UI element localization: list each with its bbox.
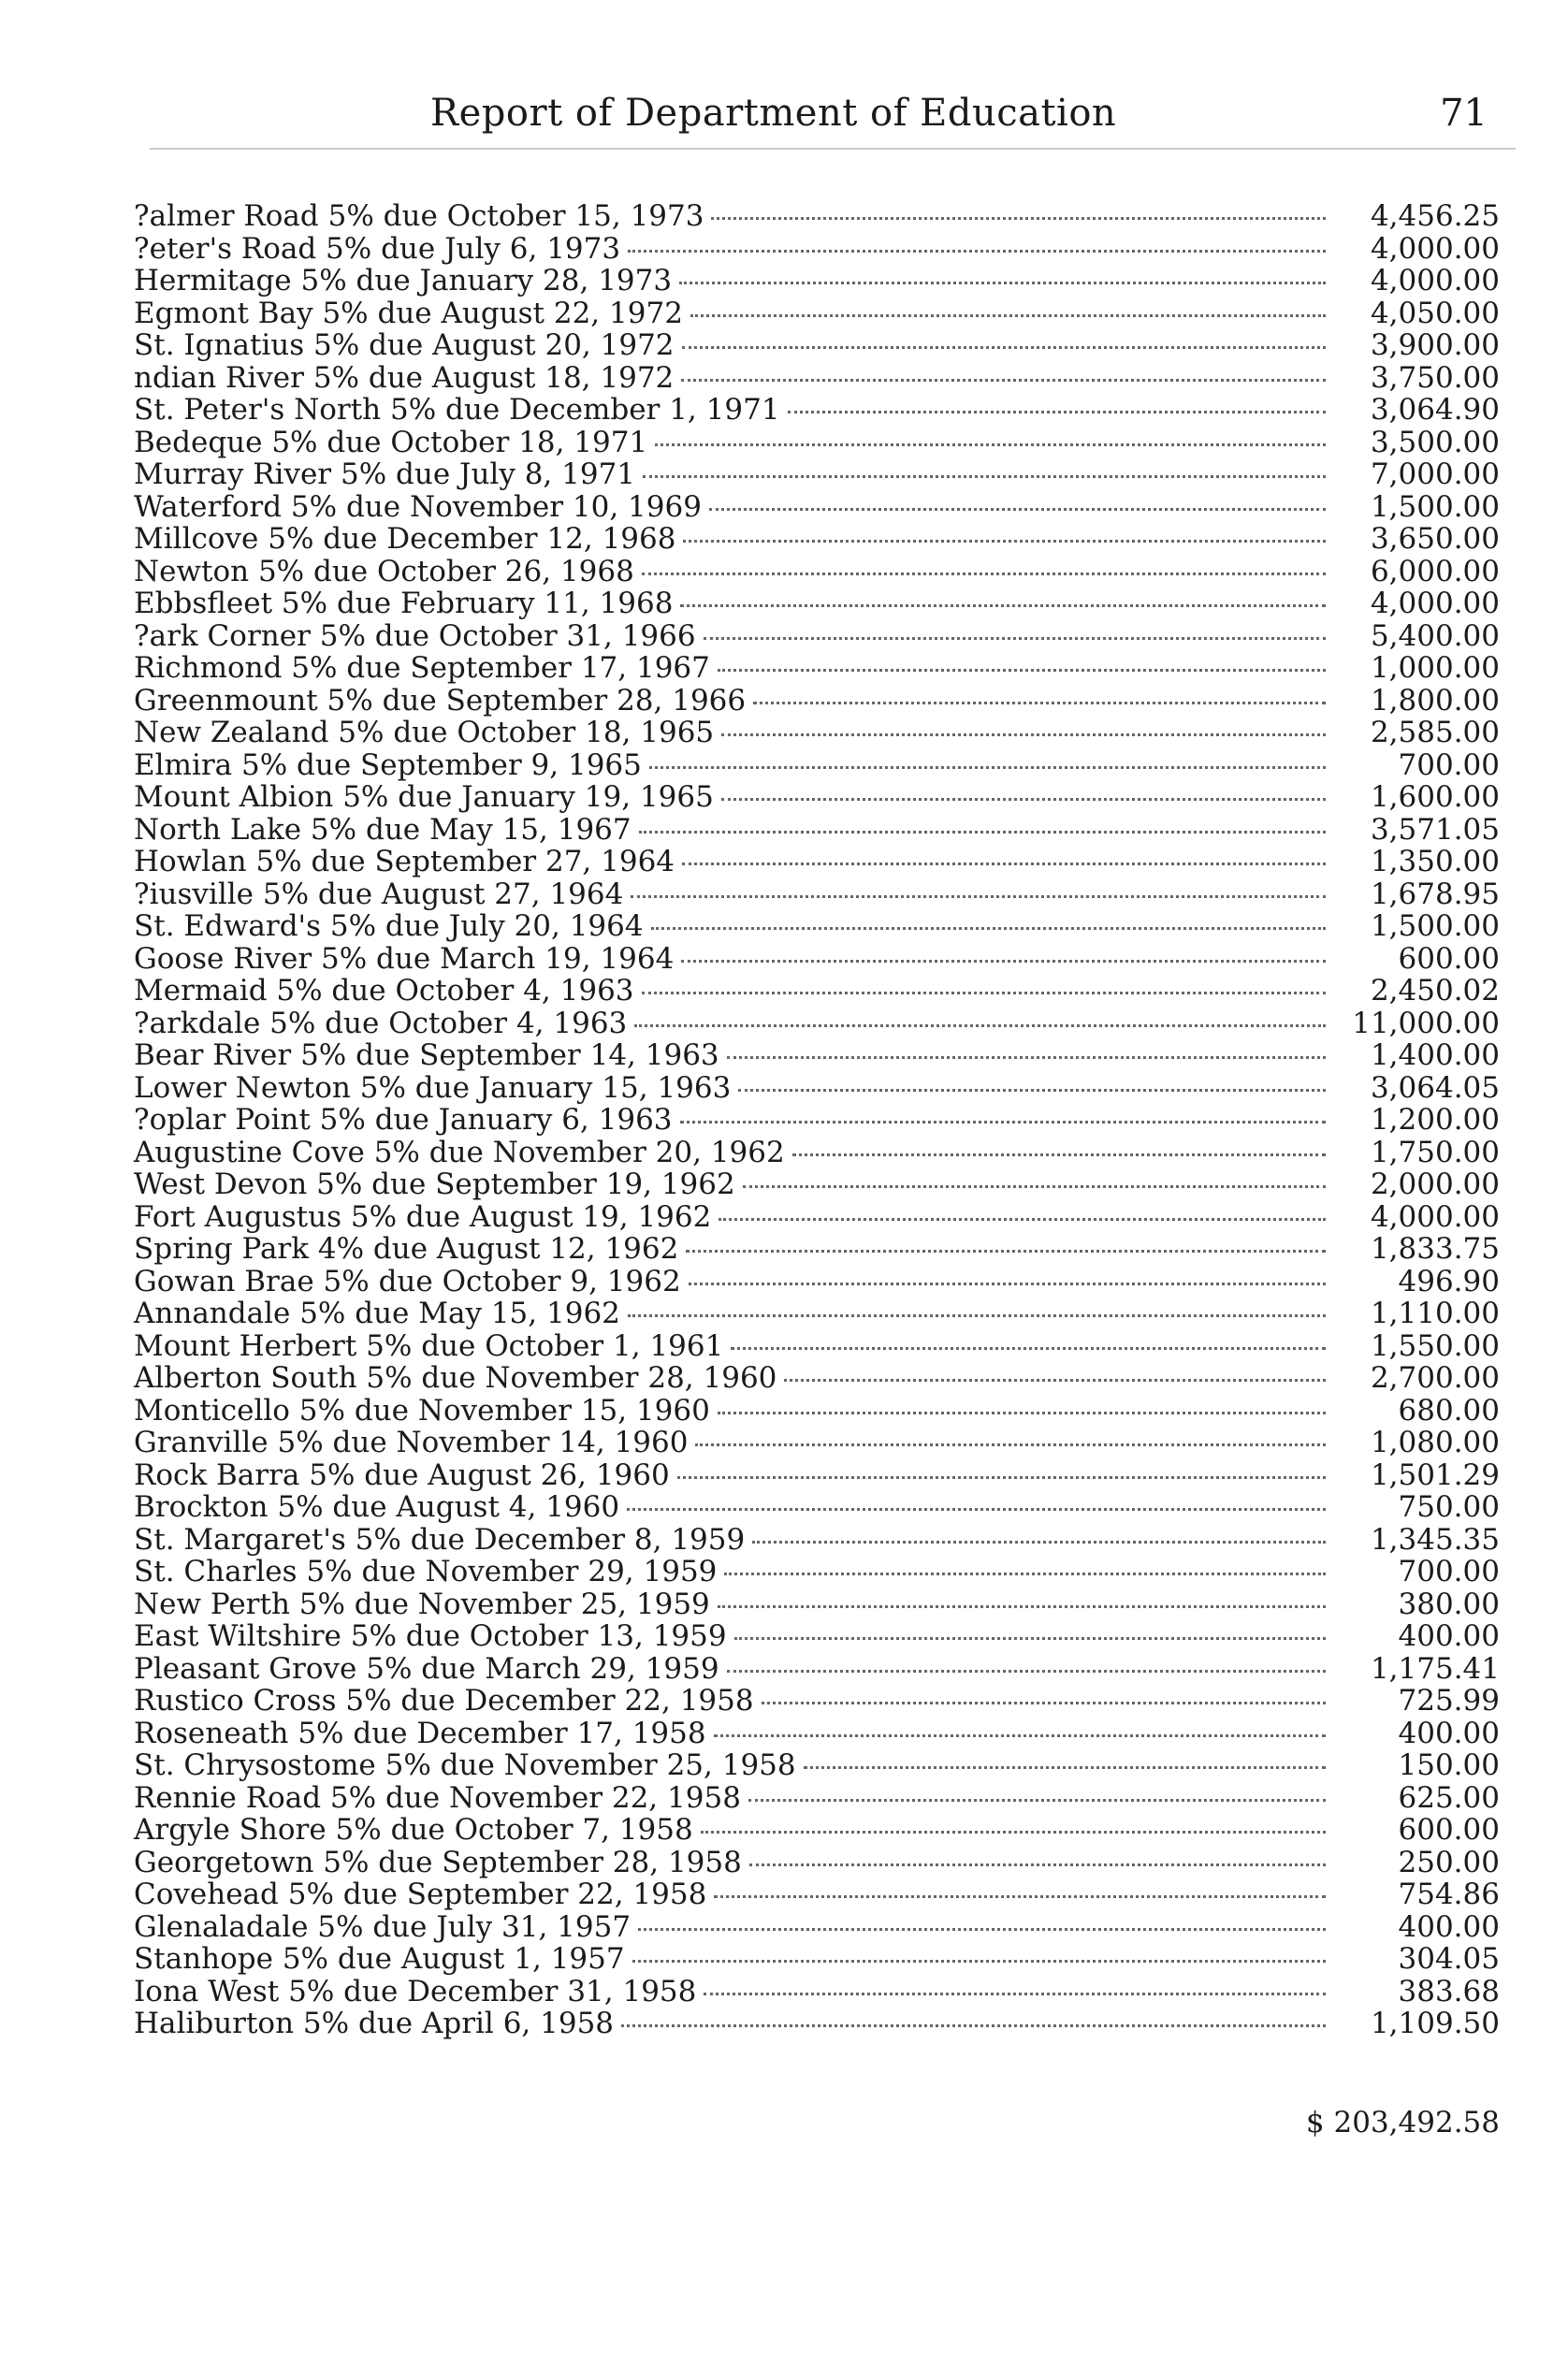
- entry-amount: 700.00: [1398, 747, 1500, 782]
- dot-leader: [680, 1121, 1326, 1124]
- ledger-row: [134, 1524, 1500, 1557]
- entry-amount: 1,110.00: [1370, 1297, 1500, 1330]
- ledger-row: [134, 2008, 1500, 2040]
- dot-leader: [628, 1314, 1326, 1317]
- entry-amount: 400.00: [1398, 1716, 1500, 1750]
- entry-amount: 625.00: [1398, 1780, 1500, 1815]
- dot-leader: [642, 992, 1326, 994]
- entry-description: Roseneath 5% due December 17, 1958: [134, 1716, 706, 1750]
- ledger-row: [134, 1718, 1500, 1750]
- dot-leader: [677, 1476, 1326, 1479]
- running-title: Report of Department of Education: [430, 92, 1117, 135]
- ledger-row: [134, 1878, 1500, 1911]
- ledger-row: [134, 1588, 1500, 1621]
- entry-amount: 754.86: [1398, 1878, 1500, 1911]
- ledger-row: [134, 1072, 1500, 1105]
- ledger-row: [134, 975, 1500, 1008]
- ledger-row: [134, 1847, 1500, 1879]
- entry-description: Augustine Cove 5% due November 20, 1962: [134, 1135, 785, 1169]
- entry-description: ?arkdale 5% due October 4, 1963: [134, 1006, 628, 1040]
- ledger-row: [134, 620, 1500, 653]
- entry-amount: 1,800.00: [1370, 683, 1500, 718]
- entry-amount: 400.00: [1398, 1909, 1500, 1944]
- dot-leader: [721, 733, 1326, 736]
- dot-leader: [695, 1443, 1326, 1446]
- dot-leader: [714, 1895, 1326, 1898]
- ledger-row: [134, 427, 1500, 459]
- entry-amount: 1,345.35: [1370, 1522, 1500, 1557]
- entry-description: Rock Barra 5% due August 26, 1960: [134, 1457, 670, 1492]
- entry-amount: 680.00: [1398, 1393, 1500, 1428]
- entry-description: St. Charles 5% due November 29, 1959: [134, 1555, 718, 1588]
- dot-leader: [680, 604, 1326, 607]
- entry-description: Goose River 5% due March 19, 1964: [134, 941, 675, 976]
- dot-leader: [738, 1089, 1326, 1092]
- entry-description: St. Peter's North 5% due December 1, 1971: [134, 393, 780, 427]
- dot-leader: [686, 1250, 1326, 1253]
- page-number: 71: [1440, 92, 1488, 135]
- entry-amount: 600.00: [1398, 941, 1500, 976]
- ledger-row: [134, 814, 1500, 847]
- ledger-row: [134, 685, 1500, 718]
- dot-leader: [638, 1928, 1326, 1931]
- ledger-row: [134, 1749, 1500, 1782]
- ledger-row: [134, 1911, 1500, 1944]
- dot-leader: [649, 766, 1326, 769]
- ledger-row: [134, 1330, 1500, 1363]
- entry-amount: 3,650.00: [1370, 522, 1500, 556]
- ledger-row: [134, 1427, 1500, 1459]
- debenture-ledger: [134, 200, 1500, 2040]
- dot-leader: [704, 1993, 1326, 1995]
- entry-amount: 1,400.00: [1370, 1038, 1500, 1072]
- ledger-row: [134, 1556, 1500, 1588]
- dot-leader: [689, 1283, 1326, 1285]
- dot-leader: [683, 540, 1326, 543]
- ledger-row: [134, 1233, 1500, 1266]
- entry-amount: 380.00: [1398, 1587, 1500, 1621]
- entry-amount: 5,400.00: [1370, 618, 1500, 653]
- entry-amount: 1,600.00: [1370, 780, 1500, 814]
- entry-amount: 304.05: [1398, 1942, 1500, 1976]
- ledger-row: [134, 1976, 1500, 2008]
- entry-amount: 3,500.00: [1370, 425, 1500, 459]
- entry-description: Rustico Cross 5% due December 22, 1958: [134, 1684, 754, 1718]
- dot-leader: [679, 282, 1326, 284]
- entry-description: Mount Albion 5% due January 19, 1965: [134, 780, 714, 814]
- entry-amount: 1,200.00: [1370, 1103, 1500, 1137]
- dot-leader: [718, 1412, 1326, 1414]
- ledger-row: [134, 1266, 1500, 1298]
- entry-description: Millcove 5% due December 12, 1968: [134, 522, 676, 556]
- ledger-row: [134, 1395, 1500, 1428]
- dot-leader: [627, 1508, 1326, 1511]
- entry-amount: 1,175.41: [1370, 1651, 1500, 1686]
- entry-amount: 3,064.05: [1370, 1070, 1500, 1105]
- dot-leader: [784, 1379, 1326, 1382]
- entry-amount: 4,000.00: [1370, 231, 1500, 266]
- ledger-row: [134, 587, 1500, 620]
- dot-leader: [681, 379, 1326, 382]
- ledger-row: [134, 1459, 1500, 1492]
- entry-description: Hermitage 5% due January 28, 1973: [134, 264, 673, 297]
- entry-description: Waterford 5% due November 10, 1969: [134, 489, 702, 524]
- entry-amount: 725.99: [1398, 1684, 1500, 1718]
- ledger-row: [134, 1653, 1500, 1686]
- entry-description: ndian River 5% due August 18, 1972: [134, 360, 675, 395]
- ledger-row: [134, 1814, 1500, 1847]
- dot-leader: [804, 1766, 1326, 1769]
- ledger-row: [134, 1362, 1500, 1395]
- entry-amount: 1,500.00: [1370, 489, 1500, 524]
- entry-description: ?iusville 5% due August 27, 1964: [134, 877, 624, 911]
- entry-description: Mermaid 5% due October 4, 1963: [134, 974, 634, 1008]
- entry-amount: 1,750.00: [1370, 1135, 1500, 1169]
- entry-description: St. Margaret's 5% due December 8, 1959: [134, 1522, 746, 1557]
- ledger-row: [134, 458, 1500, 491]
- ledger-row: [134, 910, 1500, 943]
- ledger-row: [134, 556, 1500, 588]
- entry-description: Mount Herbert 5% due October 1, 1961: [134, 1328, 724, 1363]
- entry-amount: 3,900.00: [1370, 328, 1500, 362]
- dot-leader: [727, 1056, 1326, 1059]
- ledger-row: [134, 1039, 1500, 1072]
- entry-amount: 4,000.00: [1370, 587, 1500, 620]
- ledger-row: [134, 233, 1500, 266]
- ledger-row: [134, 846, 1500, 878]
- dot-leader: [718, 669, 1326, 672]
- entry-amount: 6,000.00: [1370, 554, 1500, 588]
- entry-description: Gowan Brae 5% due October 9, 1962: [134, 1264, 681, 1298]
- entry-amount: 4,456.25: [1370, 199, 1500, 233]
- dot-leader: [748, 1799, 1326, 1802]
- entry-amount: 2,000.00: [1370, 1167, 1500, 1201]
- entry-amount: 3,750.00: [1370, 360, 1500, 395]
- dot-leader: [621, 2024, 1326, 2027]
- entry-amount: 1,678.95: [1370, 877, 1500, 911]
- page-header: [150, 92, 1516, 150]
- entry-amount: 1,109.50: [1370, 2007, 1500, 2040]
- ledger-row: [134, 1008, 1500, 1040]
- entry-description: Richmond 5% due September 17, 1967: [134, 651, 710, 685]
- dot-leader: [711, 217, 1326, 220]
- ledger-row: [134, 717, 1500, 749]
- ledger-row: [134, 523, 1500, 556]
- ledger-row: [134, 1104, 1500, 1137]
- entry-description: ?oplar Point 5% due January 6, 1963: [134, 1103, 673, 1137]
- ledger-row: [134, 1943, 1500, 1976]
- entry-description: North Lake 5% due May 15, 1967: [134, 812, 632, 847]
- entry-description: ?ark Corner 5% due October 31, 1966: [134, 618, 696, 653]
- ledger-row: [134, 1491, 1500, 1524]
- entry-description: ?almer Road 5% due October 15, 1973: [134, 199, 704, 233]
- ledger-row: [134, 1782, 1500, 1815]
- dot-leader: [788, 411, 1326, 413]
- dot-leader: [753, 702, 1326, 704]
- ledger-row: [134, 265, 1500, 297]
- entry-description: Granville 5% due November 14, 1960: [134, 1426, 689, 1459]
- entry-description: Haliburton 5% due April 6, 1958: [134, 2007, 615, 2040]
- dot-leader: [632, 1960, 1326, 1963]
- dot-leader: [655, 443, 1326, 446]
- ledger-row: [134, 362, 1500, 395]
- dot-leader: [639, 831, 1326, 834]
- ledger-row: [134, 394, 1500, 427]
- dot-leader: [642, 573, 1326, 575]
- entry-amount: 2,700.00: [1370, 1361, 1500, 1395]
- entry-description: Bear River 5% due September 14, 1963: [134, 1038, 719, 1072]
- entry-amount: 1,500.00: [1370, 909, 1500, 943]
- ledger-row: [134, 1201, 1500, 1234]
- ledger-row: [134, 491, 1500, 524]
- dot-leader: [709, 508, 1326, 511]
- entry-description: Brockton 5% due August 4, 1960: [134, 1490, 620, 1524]
- dot-leader: [727, 1670, 1326, 1673]
- entry-description: Murray River 5% due July 8, 1971: [134, 457, 636, 491]
- dot-leader: [792, 1153, 1326, 1156]
- dot-leader: [631, 895, 1326, 898]
- entry-amount: 1,350.00: [1370, 845, 1500, 878]
- entry-description: Spring Park 4% due August 12, 1962: [134, 1232, 679, 1266]
- entry-amount: 1,833.75: [1370, 1232, 1500, 1266]
- entry-description: Monticello 5% due November 15, 1960: [134, 1393, 710, 1428]
- entry-amount: 750.00: [1398, 1490, 1500, 1524]
- ledger-row: [134, 749, 1500, 782]
- dot-leader: [752, 1541, 1326, 1544]
- entry-description: Rennie Road 5% due November 22, 1958: [134, 1780, 741, 1815]
- entry-amount: 11,000.00: [1352, 1006, 1500, 1040]
- entry-description: New Zealand 5% due October 18, 1965: [134, 716, 715, 749]
- dot-leader: [634, 1024, 1326, 1027]
- entry-description: Lower Newton 5% due January 15, 1963: [134, 1070, 732, 1105]
- ledger-row: [134, 297, 1500, 330]
- dot-leader: [681, 960, 1326, 963]
- dot-leader: [628, 250, 1326, 253]
- entry-description: Stanhope 5% due August 1, 1957: [134, 1942, 625, 1976]
- entry-amount: 7,000.00: [1370, 457, 1500, 491]
- entry-description: Bedeque 5% due October 18, 1971: [134, 425, 648, 459]
- ledger-row: [134, 1168, 1500, 1201]
- entry-description: New Perth 5% due November 25, 1959: [134, 1587, 710, 1621]
- entry-description: Greenmount 5% due September 28, 1966: [134, 683, 747, 718]
- ledger-row: [134, 329, 1500, 362]
- dot-leader: [749, 1863, 1326, 1866]
- dot-leader: [651, 927, 1326, 930]
- entry-amount: 1,550.00: [1370, 1328, 1500, 1363]
- entry-description: Pleasant Grove 5% due March 29, 1959: [134, 1651, 719, 1686]
- dot-leader: [718, 1605, 1326, 1608]
- dot-leader: [701, 1831, 1326, 1834]
- entry-amount: 600.00: [1398, 1813, 1500, 1847]
- entry-amount: 496.90: [1398, 1264, 1500, 1298]
- entry-amount: 3,571.05: [1370, 812, 1500, 847]
- dot-leader: [719, 1218, 1326, 1221]
- dot-leader: [762, 1702, 1326, 1704]
- entry-description: Ebbsfleet 5% due February 11, 1968: [134, 587, 674, 620]
- entry-description: East Wiltshire 5% due October 13, 1959: [134, 1619, 727, 1653]
- entry-description: St. Ignatius 5% due August 20, 1972: [134, 328, 675, 362]
- entry-amount: 2,450.02: [1370, 974, 1500, 1008]
- entry-description: Argyle Shore 5% due October 7, 1958: [134, 1813, 693, 1847]
- entry-amount: 1,080.00: [1370, 1426, 1500, 1459]
- entry-amount: 700.00: [1398, 1555, 1500, 1588]
- entry-amount: 4,000.00: [1370, 264, 1500, 297]
- ledger-row: [134, 1620, 1500, 1653]
- entry-description: Annandale 5% due May 15, 1962: [134, 1297, 620, 1330]
- entry-description: Alberton South 5% due November 28, 1960: [134, 1361, 777, 1395]
- entry-description: ?eter's Road 5% due July 6, 1973: [134, 231, 621, 266]
- ledger-row: [134, 781, 1500, 814]
- ledger-row: [134, 1137, 1500, 1169]
- dot-leader: [724, 1573, 1326, 1575]
- dot-leader: [721, 798, 1326, 801]
- dot-leader: [714, 1734, 1326, 1737]
- dot-leader: [682, 863, 1326, 865]
- dot-leader: [731, 1347, 1326, 1350]
- entry-description: Covehead 5% due September 22, 1958: [134, 1878, 707, 1911]
- entry-amount: 2,585.00: [1370, 716, 1500, 749]
- ledger-total: $ 203,492.58: [1305, 2105, 1500, 2139]
- entry-amount: 3,064.90: [1370, 393, 1500, 427]
- entry-description: Newton 5% due October 26, 1968: [134, 554, 634, 588]
- entry-description: Fort Augustus 5% due August 19, 1962: [134, 1199, 712, 1234]
- entry-description: Georgetown 5% due September 28, 1958: [134, 1845, 742, 1879]
- entry-amount: 4,000.00: [1370, 1199, 1500, 1234]
- entry-amount: 250.00: [1398, 1845, 1500, 1879]
- entry-description: Egmont Bay 5% due August 22, 1972: [134, 296, 683, 330]
- entry-description: Glenaladale 5% due July 31, 1957: [134, 1909, 632, 1944]
- dot-leader: [734, 1637, 1326, 1640]
- ledger-row: [134, 1685, 1500, 1718]
- ledger-row: [134, 878, 1500, 911]
- dot-leader: [704, 637, 1326, 640]
- dot-leader: [682, 346, 1326, 349]
- dot-leader: [743, 1185, 1326, 1188]
- entry-description: St. Chrysostome 5% due November 25, 1958: [134, 1748, 796, 1782]
- entry-description: Iona West 5% due December 31, 1958: [134, 1974, 697, 2008]
- ledger-row: [134, 652, 1500, 685]
- entry-amount: 400.00: [1398, 1619, 1500, 1653]
- entry-description: Elmira 5% due September 9, 1965: [134, 747, 642, 782]
- entry-amount: 150.00: [1398, 1748, 1500, 1782]
- entry-description: St. Edward's 5% due July 20, 1964: [134, 909, 644, 943]
- entry-amount: 4,050.00: [1370, 296, 1500, 330]
- entry-amount: 1,000.00: [1370, 651, 1500, 685]
- entry-amount: 383.68: [1398, 1974, 1500, 2008]
- ledger-row: [134, 1298, 1500, 1330]
- entry-amount: 1,501.29: [1370, 1457, 1500, 1492]
- entry-description: Howlan 5% due September 27, 1964: [134, 845, 675, 878]
- ledger-row: [134, 943, 1500, 976]
- dot-leader: [643, 475, 1326, 478]
- ledger-row: [134, 200, 1500, 233]
- entry-description: West Devon 5% due September 19, 1962: [134, 1167, 735, 1201]
- dot-leader: [690, 314, 1326, 317]
